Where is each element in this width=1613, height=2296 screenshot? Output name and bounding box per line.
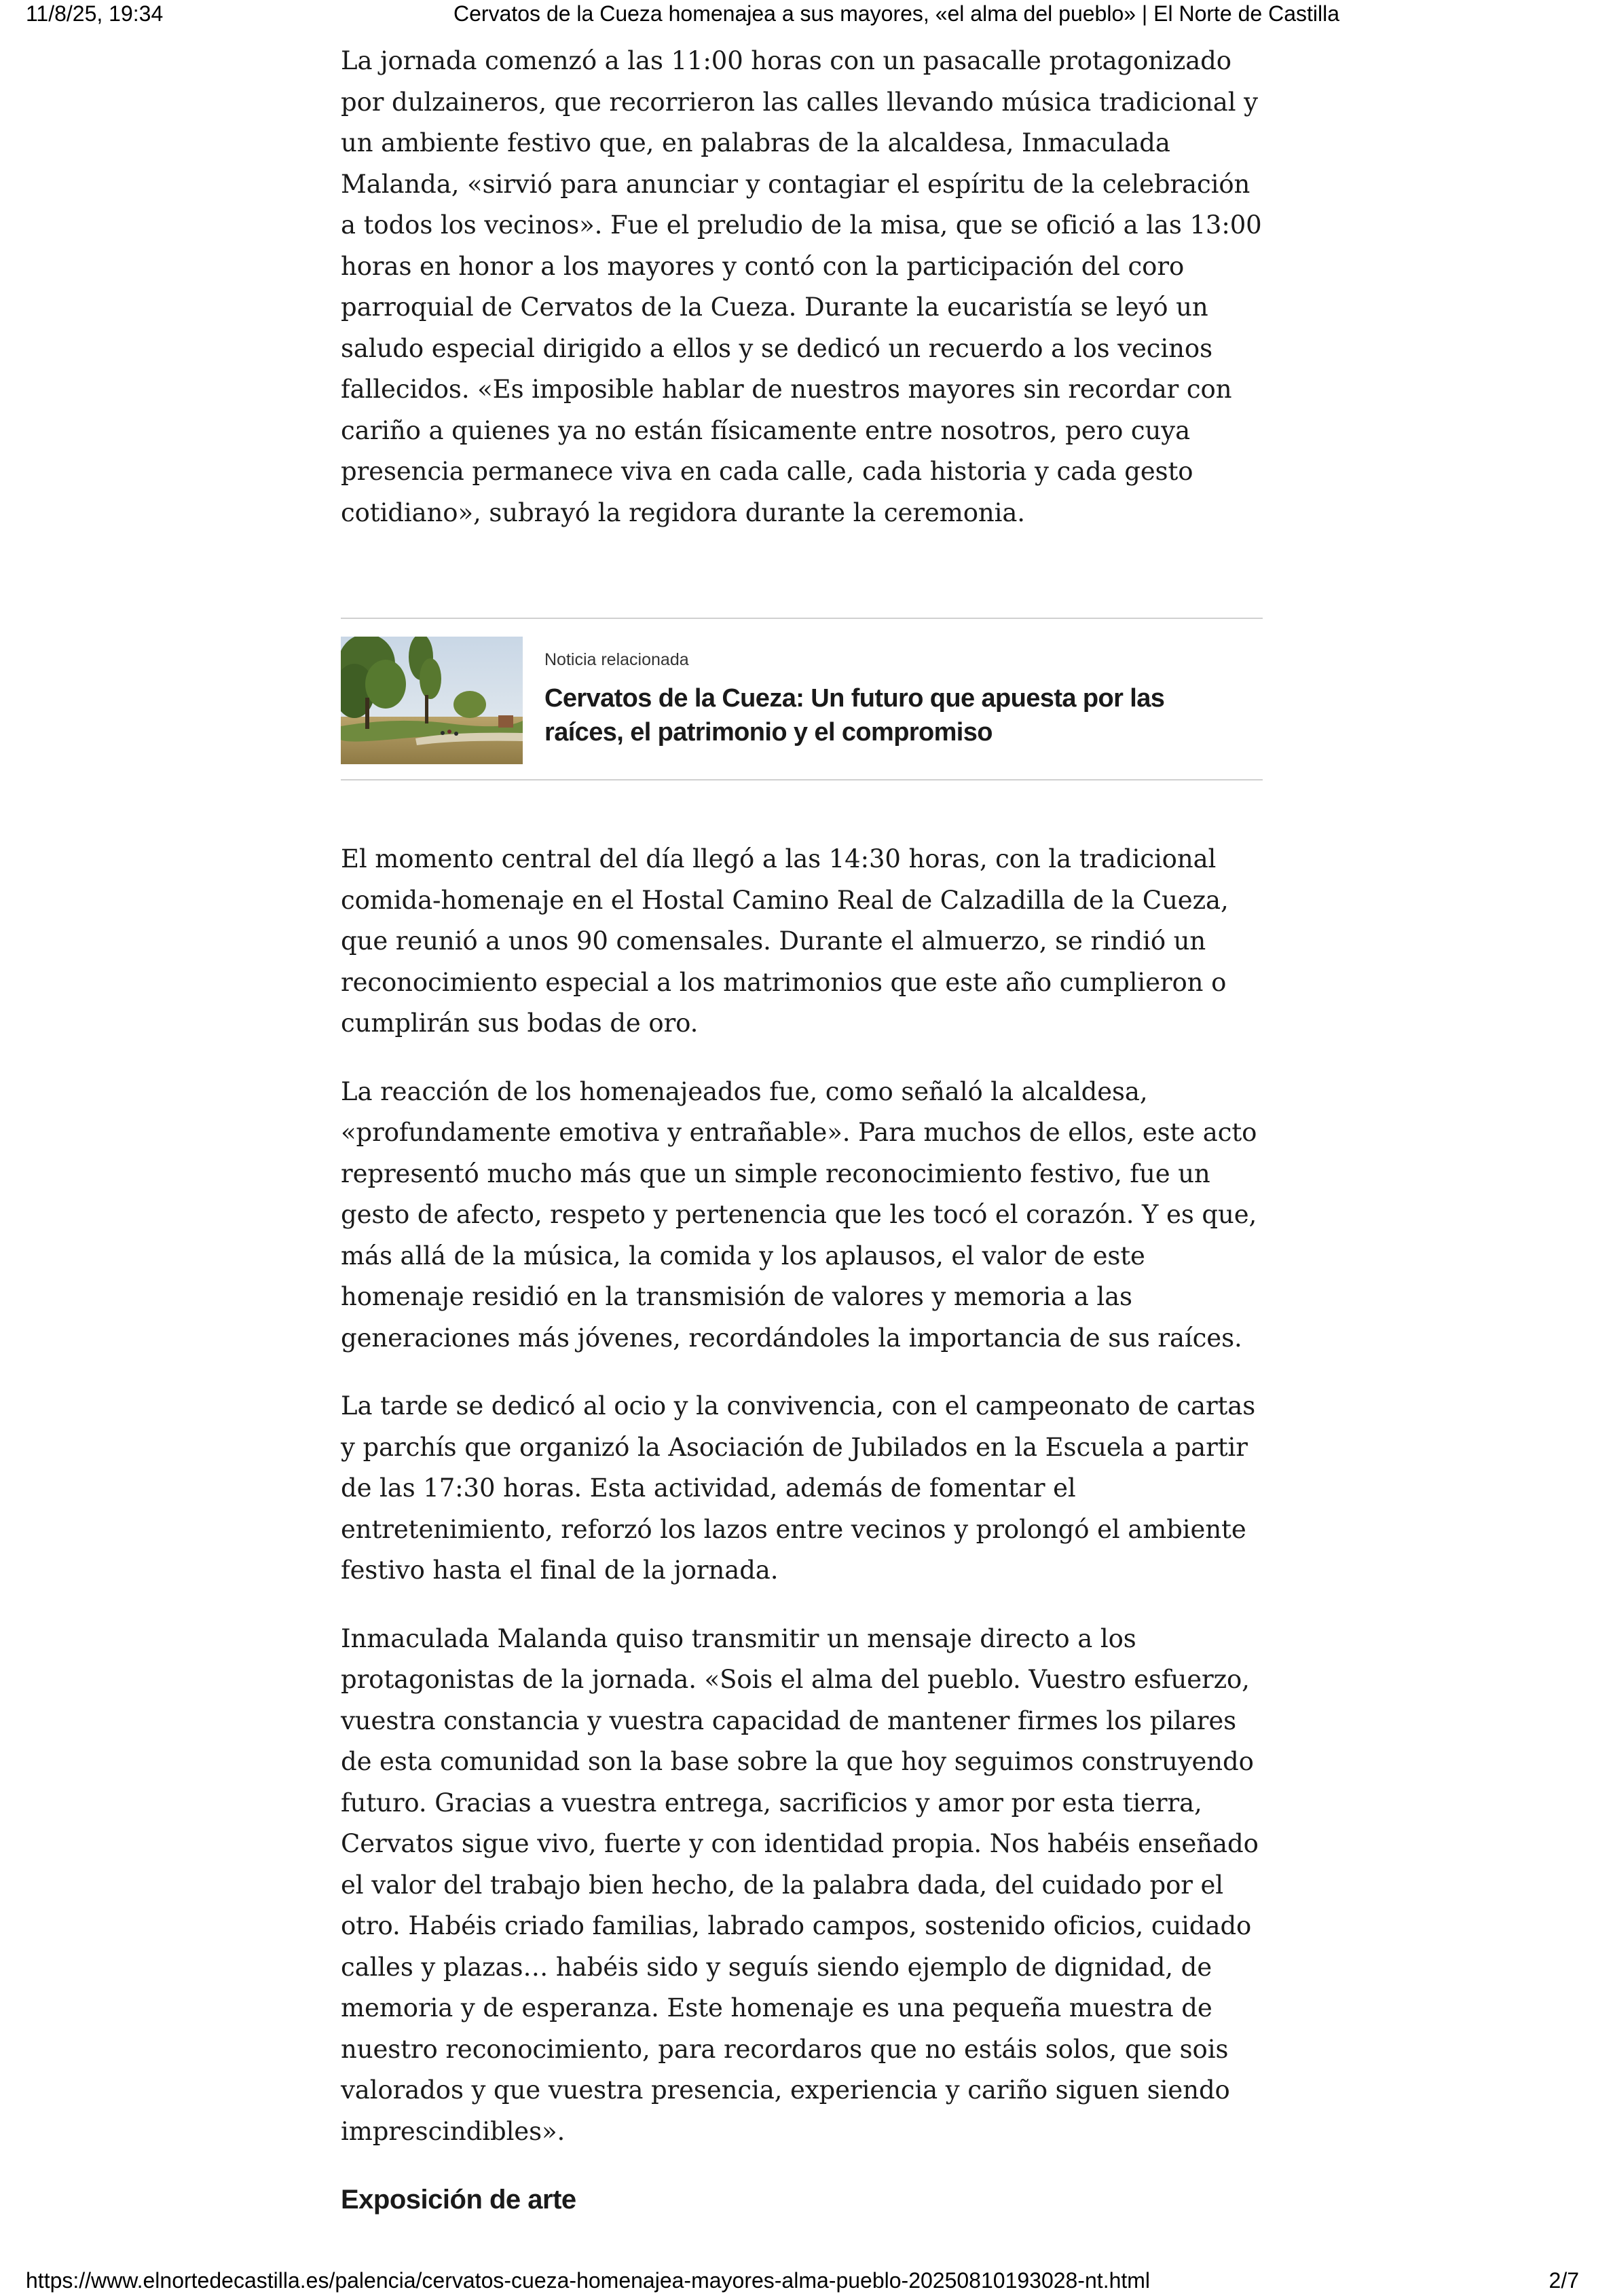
article-body-bottom	[341, 839, 1264, 2220]
related-news-kicker: Noticia relacionada	[544, 650, 689, 669]
article-paragraph: La tarde se dedicó al ocio y la convivencia, con el campeonato de cartas y parchís que organizó la Asociación de Jubilados en la Escuela a partir de las 17:30 horas. Esta actividad, además de fomentar el entretenimiento, reforzó los lazos entre vecinos y prolongó el ambiente festivo hasta el final de la jornada.	[341, 1391, 1256, 1585]
article-paragraph: Inmaculada Malanda quiso transmitir un mensaje directo a los protagonistas de la jornada. «Sois el alma del pueblo. Vuestro esfuerzo, vuestra constancia y vuestra capacidad de mantener firmes los pilares de esta comunidad son la base sobre la que hoy seguimos construyendo futuro. Gracias a vuestra entrega, sacrificios y amor por esta tierra, Cervatos sigue vivo, fuerte y con identidad propia. Nos habéis enseñado el valor del trabajo bien hecho, de la palabra dada, del cuidado por el otro. Habéis criado familias, labrado campos, sostenido oficios, cuidado calles y plazas… habéis sido y seguís siendo ejemplo de dignidad, de memoria y de esperanza. Este homenaje es una pequeña muestra de nuestro reconocimiento, para recordaros que no estáis solos, que sois valorados y que vuestra presencia, experiencia y cariño siguen siendo imprescindibles».	[341, 1623, 1259, 2146]
print-header	[0, 0, 1613, 34]
article-paragraph: El momento central del día llegó a las 14:30 horas, con la tradicional comida-homenaje en el Hostal Camino Real de Calzadilla de la Cueza, que reunió a unos 90 comensales. Durante el almuerzo, se rindió un reconocimiento especial a los matrimonios que este año cumplieron o cumplirán sus bodas de oro.	[341, 844, 1229, 1038]
article-paragraph: La reacción de los homenajeados fue, como señaló la alcaldesa, «profundamente emotiva y entrañable». Para muchos de ellos, este acto representó mucho más que un simple reconocimiento festivo, fue un gesto de afecto, respeto y pertenencia que les tocó el corazón. Y es que, más allá de la música, la comida y los aplausos, el valor de este homenaje residió en la transmisión de valores y memoria a las generaciones más jóvenes, recordándoles la importancia de sus raíces.	[341, 1076, 1257, 1353]
article-paragraph: La jornada comenzó a las 11:00 horas con un pasacalle protagonizado por dulzaineros, que recorrieron las calles llevando música tradicional y un ambiente festivo que, en palabras de la alcaldesa, Inmaculada Malanda, «sirvió para anunciar y contagiar el espíritu de la celebración a todos los vecinos». Fue el preludio de la misa, que se ofició a las 13:00 horas en honor a los mayores y contó con la participación del coro parroquial de Cervatos de la Cueza. Durante la eucaristía se leyó un saludo especial dirigido a ellos y se dedicó un recuerdo a los vecinos fallecidos. «Es imposible hablar de nuestros mayores sin recordar con cariño a quienes ya no están físicamente entre nosotros, pero cuya presencia permanece viva en cada calle, cada historia y cada gesto cotidiano», subrayó la regidora durante la ceremonia.	[341, 46, 1262, 527]
print-page-title: Cervatos de la Cueza homenajea a sus mayores, «el alma del pueblo» | El Norte de Castilla	[453, 1, 1340, 26]
article-body-top	[341, 41, 1264, 533]
related-news-card[interactable]	[341, 618, 1263, 780]
print-page-url[interactable]: https://www.elnortedecastilla.es/palencia/cervatos-cueza-homenajea-mayores-alma-pueblo-20250810193028-nt.html	[26, 2268, 1151, 2293]
print-date: 11/8/25, 19:34	[26, 1, 164, 26]
print-footer	[0, 2263, 1613, 2296]
related-news-thumbnail[interactable]	[341, 637, 523, 764]
related-news-title-link[interactable]: Cervatos de la Cueza: Un futuro que apuesta por las raíces, el patrimonio y el compromiso	[544, 684, 1165, 747]
print-page-number: 2/7	[1549, 2268, 1579, 2293]
section-subheading: Exposición de arte	[341, 2185, 576, 2215]
